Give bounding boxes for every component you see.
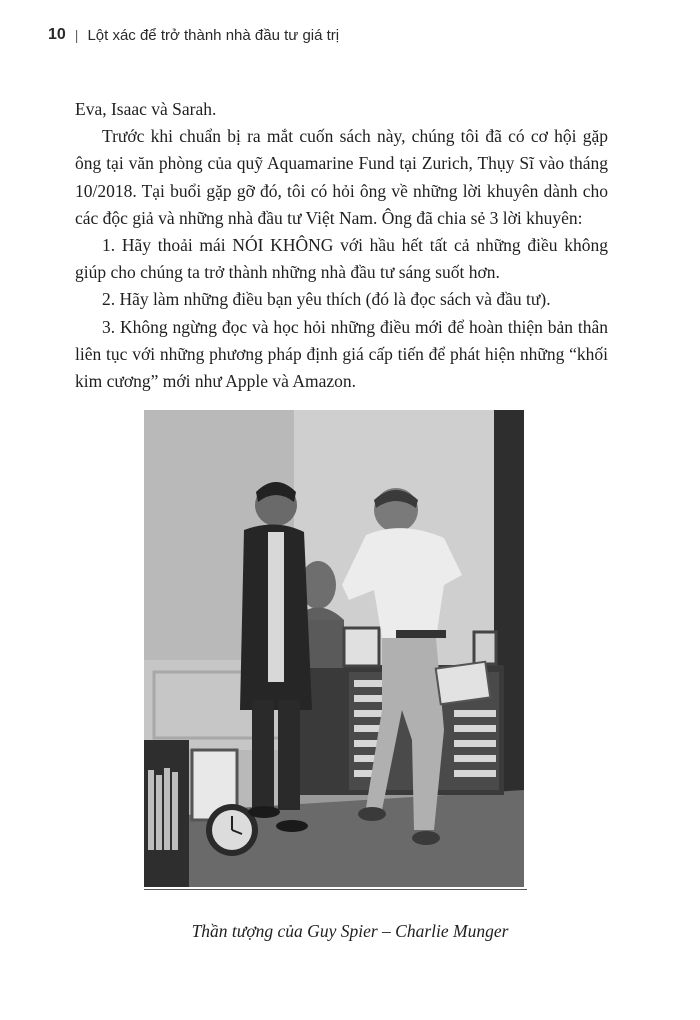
- figure-caption: Thần tượng của Guy Spier – Charlie Munger: [191, 921, 509, 941]
- photo-illustration: [144, 410, 524, 887]
- page-number: 10: [48, 26, 66, 43]
- body-text: [75, 96, 608, 395]
- photo-underline: [144, 889, 527, 890]
- running-header: [48, 26, 339, 44]
- header-separator: |: [74, 27, 79, 43]
- advice-item-2: 2. Hãy làm những điều bạn yêu thích (đó là đọc sách và đầu tư).: [102, 289, 551, 310]
- paragraph-intro: Trước khi chuẩn bị ra mắt cuốn sách này, chúng tôi đã có cơ hội gặp ông tại văn phòng của quỹ Aquamarine Fund tại Zurich, Thụy Sĩ vào tháng 10/2018. Tại buổi gặp gỡ đó, tôi có hỏi ông về những lời khuyên dành cho các độc giả và những nhà đầu tư Việt Nam. Ông đã chia sẻ 3 lời khuyên:: [75, 126, 608, 228]
- advice-item-1: 1. Hãy thoải mái NÓI KHÔNG với hầu hết tất cả những điều không giúp cho chúng ta trở thành những nhà đầu tư sáng suốt hơn.: [75, 235, 608, 283]
- paragraph-continuation: Eva, Isaac và Sarah.: [75, 99, 217, 119]
- advice-item-3: 3. Không ngừng đọc và học hỏi những điều mới để hoàn thiện bản thân liên tục với những phương pháp định giá cấp tiến để phát hiện những “khối kim cương” mới như Apple và Amazon.: [75, 316, 608, 392]
- photo: [144, 410, 524, 887]
- book-title: Lột xác để trở thành nhà đầu tư giá trị: [87, 26, 340, 44]
